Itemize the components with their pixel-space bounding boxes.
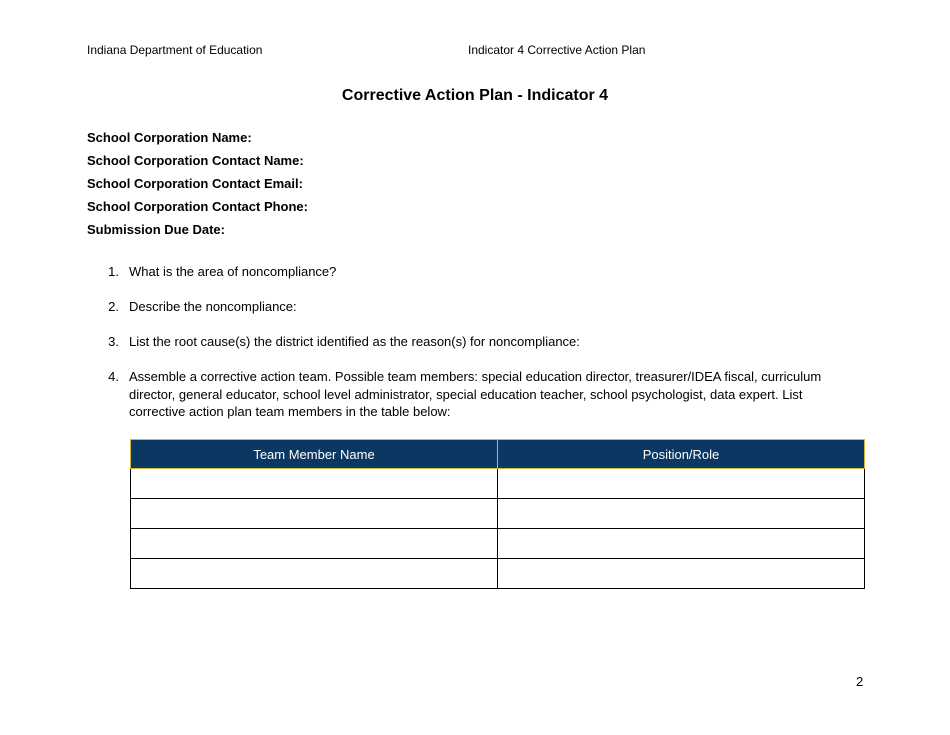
position-role-cell[interactable]: [498, 469, 865, 499]
header-document-title: Indicator 4 Corrective Action Plan: [468, 43, 646, 57]
field-contact-email: School Corporation Contact Email:: [87, 176, 303, 191]
question-text: Assemble a corrective action team. Possible team members: special education director, treasurer/IDEA fiscal, curriculum director, general educator, school level administrator, special education teacher, school psychologist, data expert. List corrective action plan team members in the table below:: [129, 369, 822, 419]
question-number: 2.: [108, 299, 119, 314]
table-row: [131, 559, 865, 589]
team-member-name-cell[interactable]: [131, 469, 498, 499]
question-item: [87, 263, 847, 281]
position-role-cell[interactable]: [498, 529, 865, 559]
column-header-role: Position/Role: [498, 440, 865, 469]
page-number: 2: [856, 674, 864, 689]
question-number: 1.: [108, 264, 119, 279]
question-list: [87, 263, 847, 438]
question-text: List the root cause(s) the district identified as the reason(s) for noncompliance:: [129, 334, 580, 349]
question-text: What is the area of noncompliance?: [129, 264, 337, 279]
position-role-cell[interactable]: [498, 499, 865, 529]
field-contact-phone: School Corporation Contact Phone:: [87, 199, 308, 214]
column-header-name: Team Member Name: [131, 440, 498, 469]
question-number: 3.: [108, 334, 119, 349]
question-number: 4.: [108, 369, 119, 384]
position-role-cell[interactable]: [498, 559, 865, 589]
team-member-name-cell[interactable]: [131, 499, 498, 529]
field-corporation-name: School Corporation Name:: [87, 130, 252, 145]
team-member-name-cell[interactable]: [131, 559, 498, 589]
table-row: [131, 499, 865, 529]
header-organization: Indiana Department of Education: [87, 43, 263, 57]
question-text: Describe the noncompliance:: [129, 299, 297, 314]
page-title: Corrective Action Plan - Indicator 4: [341, 87, 609, 104]
team-members-table: [130, 439, 865, 589]
table-row: [131, 529, 865, 559]
field-due-date: Submission Due Date:: [87, 222, 225, 237]
question-item: [87, 368, 847, 421]
question-item: [87, 298, 847, 316]
field-contact-name: School Corporation Contact Name:: [87, 153, 304, 168]
team-member-name-cell[interactable]: [131, 529, 498, 559]
table-header-row: [131, 440, 865, 469]
contact-fields: [87, 130, 308, 245]
table-row: [131, 469, 865, 499]
question-item: [87, 333, 847, 351]
